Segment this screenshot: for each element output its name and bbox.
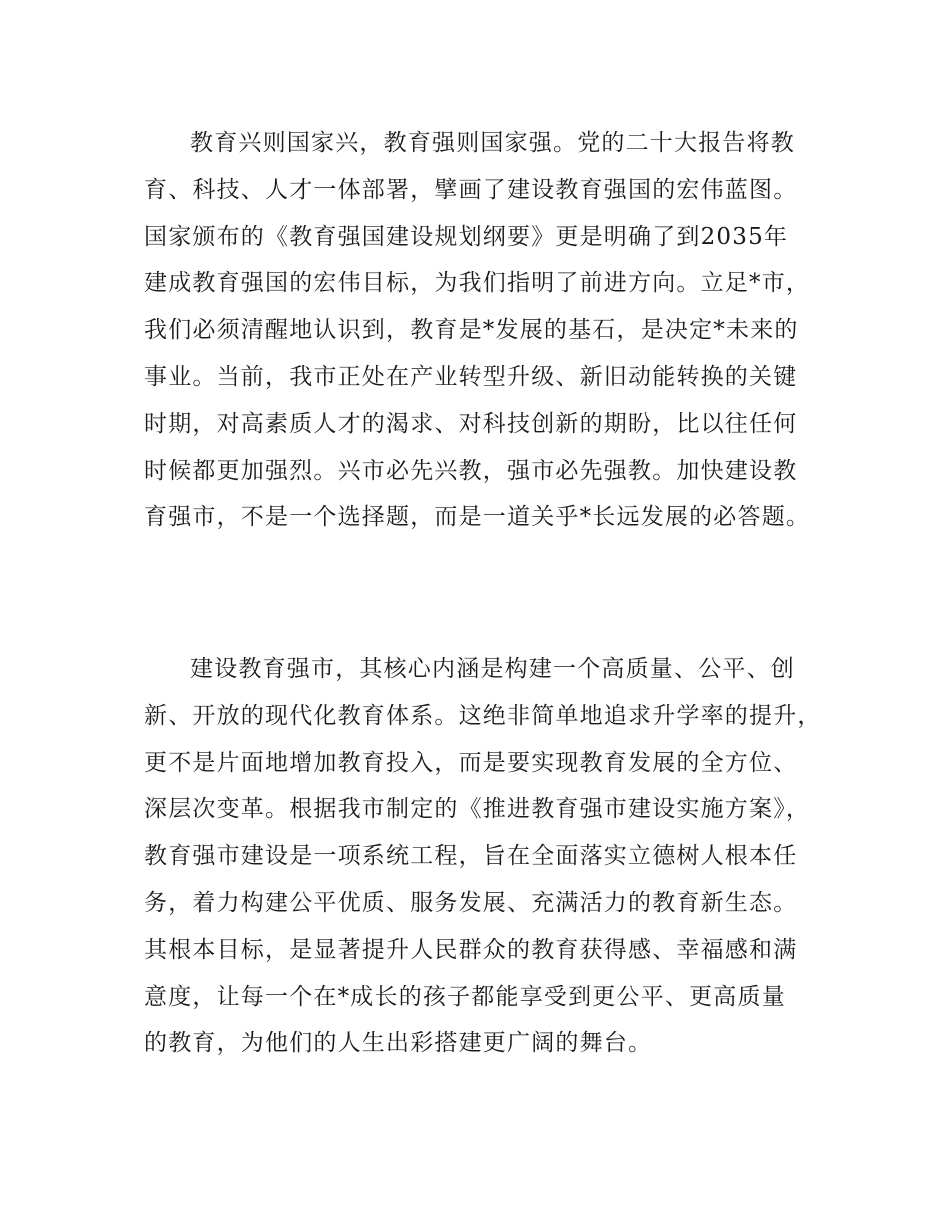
paragraph-1: [144, 120, 824, 541]
paragraph-line: 意度，让每一个在*成长的孩子都能享受到更公平、更高质量: [144, 983, 786, 1010]
paragraph-line: 务，着力构建公平优质、服务发展、充满活力的教育新生态。: [144, 889, 798, 916]
paragraph-line: 时期，对高素质人才的渴求、对科技创新的期盼，比以往任何: [144, 410, 798, 437]
paragraph-line: 新、开放的现代化教育体系。这绝非简单地追求升学率的提升，: [144, 702, 822, 729]
paragraph-line: 教育兴则国家兴，教育强则国家强。党的二十大报告将教: [190, 130, 795, 156]
paragraph-2: [144, 646, 824, 1067]
paragraph-line: 教育强市建设是一项系统工程，旨在全面落实立德树人根本任: [144, 843, 798, 870]
paragraph-line: 事业。当前，我市正处在产业转型升级、新旧动能转换的关键: [144, 363, 798, 390]
paragraph-line: 更不是片面地增加教育投入，而是要实现教育发展的全方位、: [144, 749, 798, 776]
paragraph-line: 的教育，为他们的人生出彩搭建更广阔的舞台。: [144, 1030, 653, 1057]
paragraph-line: 国家颁布的《教育强国建设规划纲要》更是明确了到2035年: [144, 223, 789, 250]
paragraph-line: 我们必须清醒地认识到，教育是*发展的基石，是决定*未来的: [144, 317, 799, 344]
paragraph-line: 其根本目标，是显著提升人民群众的教育获得感、幸福感和满: [144, 936, 798, 963]
paragraph-line: 深层次变革。根据我市制定的《推进教育强市建设实施方案》，: [144, 796, 811, 823]
paragraph-line: 建设教育强市，其核心内涵是构建一个高质量、公平、创: [190, 656, 795, 682]
paragraph-line: 育强市，不是一个选择题，而是一道关乎*长远发展的必答题。: [144, 504, 811, 531]
paragraph-line: 育、科技、人才一体部署，擘画了建设教育强国的宏伟蓝图。: [144, 176, 798, 203]
paragraph-line: 建成教育强国的宏伟目标，为我们指明了前进方向。立足*市，: [144, 270, 811, 297]
paragraph-line: 时候都更加强烈。兴市必先兴教，强市必先强教。加快建设教: [144, 457, 798, 484]
